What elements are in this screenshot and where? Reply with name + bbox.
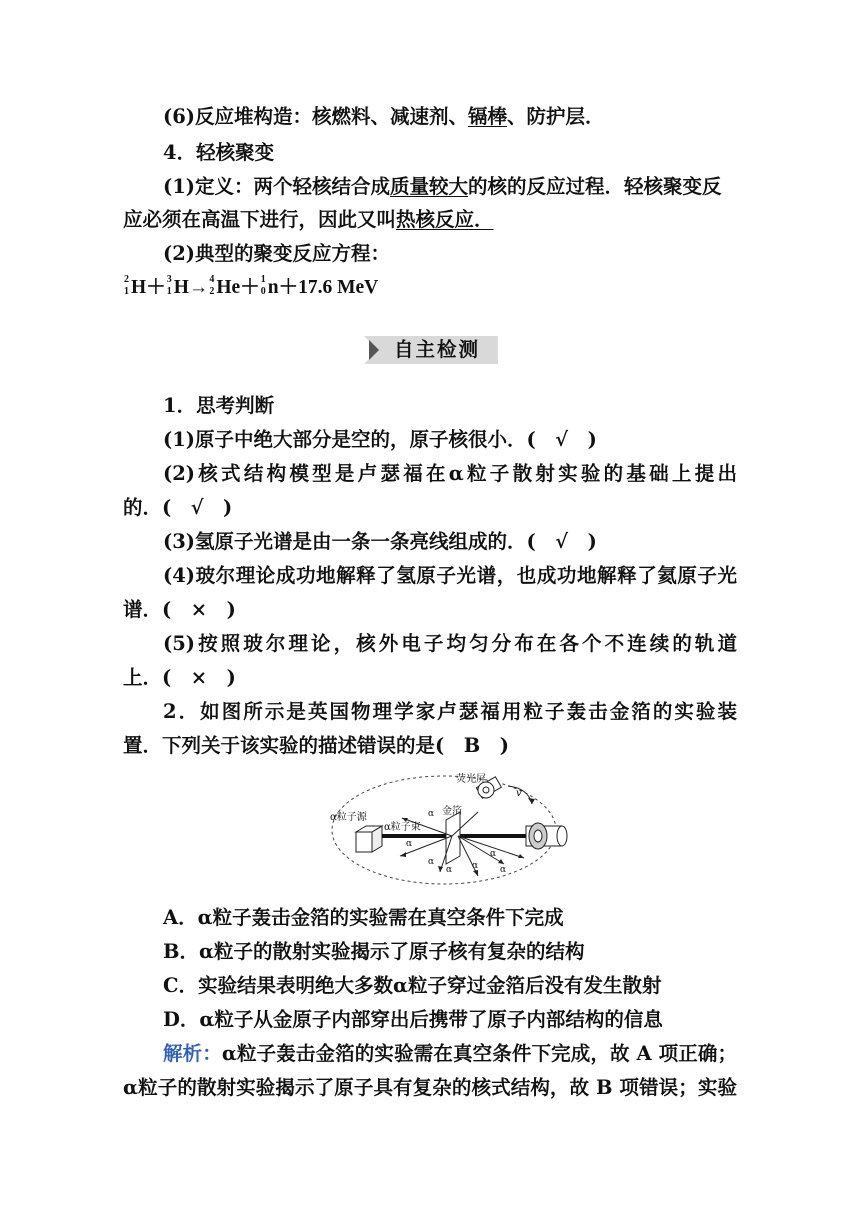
definition-text: 应必须在高温下进行，因此又叫: [123, 208, 397, 231]
symbol-he: He: [216, 277, 241, 298]
q2-analysis-line2: α粒子的散射实验揭示了原子具有复杂的核式结构，故 B 项错误；实验: [123, 1076, 737, 1099]
label-gold-foil: 金箔: [442, 806, 462, 817]
detector-cylinder: [526, 823, 567, 849]
label-alpha-1: α: [428, 809, 435, 819]
q2-stem-line1: 2．如图所示是英国物理学家卢瑟福用粒子轰击金箔的实验装: [163, 700, 737, 723]
label-alpha-2: α: [406, 839, 413, 849]
symbol-n: n: [267, 277, 279, 298]
label-alpha-source: α粒子源: [330, 812, 367, 823]
q1-item-5-line1: (5)按照玻尔理论，核外电子均匀分布在各个不连续的轨道: [163, 632, 737, 655]
analysis-text: α粒子轰击金箔的实验需在真空条件下完成，故 A 项正确；: [221, 1042, 737, 1065]
reactor-structure-line: [163, 104, 605, 130]
isotope-neutron-numbers: 1 0: [260, 274, 266, 297]
label-alpha-6: α: [500, 865, 507, 875]
q2-analysis-line1: [163, 1041, 737, 1067]
rotation-arrowhead: [528, 798, 535, 804]
q1-item-5-line2: 上．( × ): [123, 666, 236, 689]
alpha-source-box: [356, 826, 382, 852]
q2-option-d: D．α粒子从金原子内部穿出后携带了原子内部结构的信息: [163, 1008, 663, 1031]
banner-title: 自主检测: [394, 338, 481, 361]
definition-underlined-term: 热核反应．: [396, 208, 494, 231]
energy-term: ＋17.6 MeV: [278, 277, 379, 298]
isotope-deuterium-numbers: 2 1: [124, 274, 129, 297]
symbol-h: H: [173, 277, 189, 298]
reactor-text: (6)反应堆构造：核燃料、减速剂、: [163, 105, 469, 128]
q2-option-a: A．α粒子轰击金箔的实验需在真空条件下完成: [163, 906, 564, 929]
fusion-definition-line1: [163, 174, 722, 200]
alpha-beam-line: [382, 834, 452, 838]
label-fluorescent-screen: 荧光屏: [456, 774, 486, 785]
q1-item-2-line2: 的．( √ ): [123, 496, 233, 519]
reactor-underlined-term: 镉棒: [468, 105, 508, 128]
isotope-tritium-numbers: 3 1: [166, 274, 172, 297]
reactor-text-end: 、防护层．: [507, 105, 605, 128]
definition-text-end: 的核的反应过程．轻核聚变反: [468, 175, 722, 198]
banner-arrow-icon: [369, 340, 379, 360]
q1-item-3: (3)氢原子光谱是由一条一条亮线组成的．( √ ): [163, 530, 597, 553]
analysis-label: 解析：: [163, 1042, 222, 1065]
fusion-definition-line2: [123, 207, 494, 233]
isotope-helium-numbers: 4 2: [209, 274, 215, 297]
label-alpha-3: α: [428, 857, 435, 867]
definition-underlined-term: 质量较大: [390, 175, 469, 198]
reaction-arrow: →: [188, 277, 209, 298]
section-banner: [364, 336, 498, 364]
label-velocity: v: [516, 788, 522, 799]
q1-item-4-line2: 谱．( × ): [123, 598, 236, 621]
fusion-heading: 4．轻核聚变: [163, 141, 275, 164]
label-alpha-4: α: [446, 865, 453, 875]
q1-heading: 1．思考判断: [163, 394, 275, 417]
q2-option-c: C．实验结果表明绝大多数α粒子穿过金箔后没有发生散射: [163, 974, 662, 997]
definition-text: (1)定义：两个轻核结合成: [163, 175, 391, 198]
plus-sign: ＋: [240, 277, 260, 298]
plus-sign: ＋: [146, 277, 166, 298]
rutherford-experiment-figure: [328, 768, 576, 894]
q2-option-b: B．α粒子的散射实验揭示了原子核有复杂的结构: [163, 940, 585, 963]
label-alpha-7: α: [490, 849, 497, 859]
q2-stem-line2: 置．下列关于该实验的描述错误的是( B ): [123, 734, 509, 757]
fusion-equation-label: (2)典型的聚变反应方程：: [163, 242, 391, 265]
q1-item-1: (1)原子中绝大部分是空的，原子核很小．( √ ): [163, 428, 597, 451]
label-alpha-5: α: [472, 861, 479, 871]
symbol-h: H: [131, 277, 147, 298]
q1-item-4-line1: (4)玻尔理论成功地解释了氢原子光谱，也成功地解释了氦原子光: [163, 564, 737, 587]
label-alpha-beam: α粒子束: [384, 822, 421, 833]
q1-item-2-line1: (2)核式结构模型是卢瑟福在α粒子散射实验的基础上提出: [163, 462, 737, 485]
fusion-equation: [123, 275, 378, 301]
